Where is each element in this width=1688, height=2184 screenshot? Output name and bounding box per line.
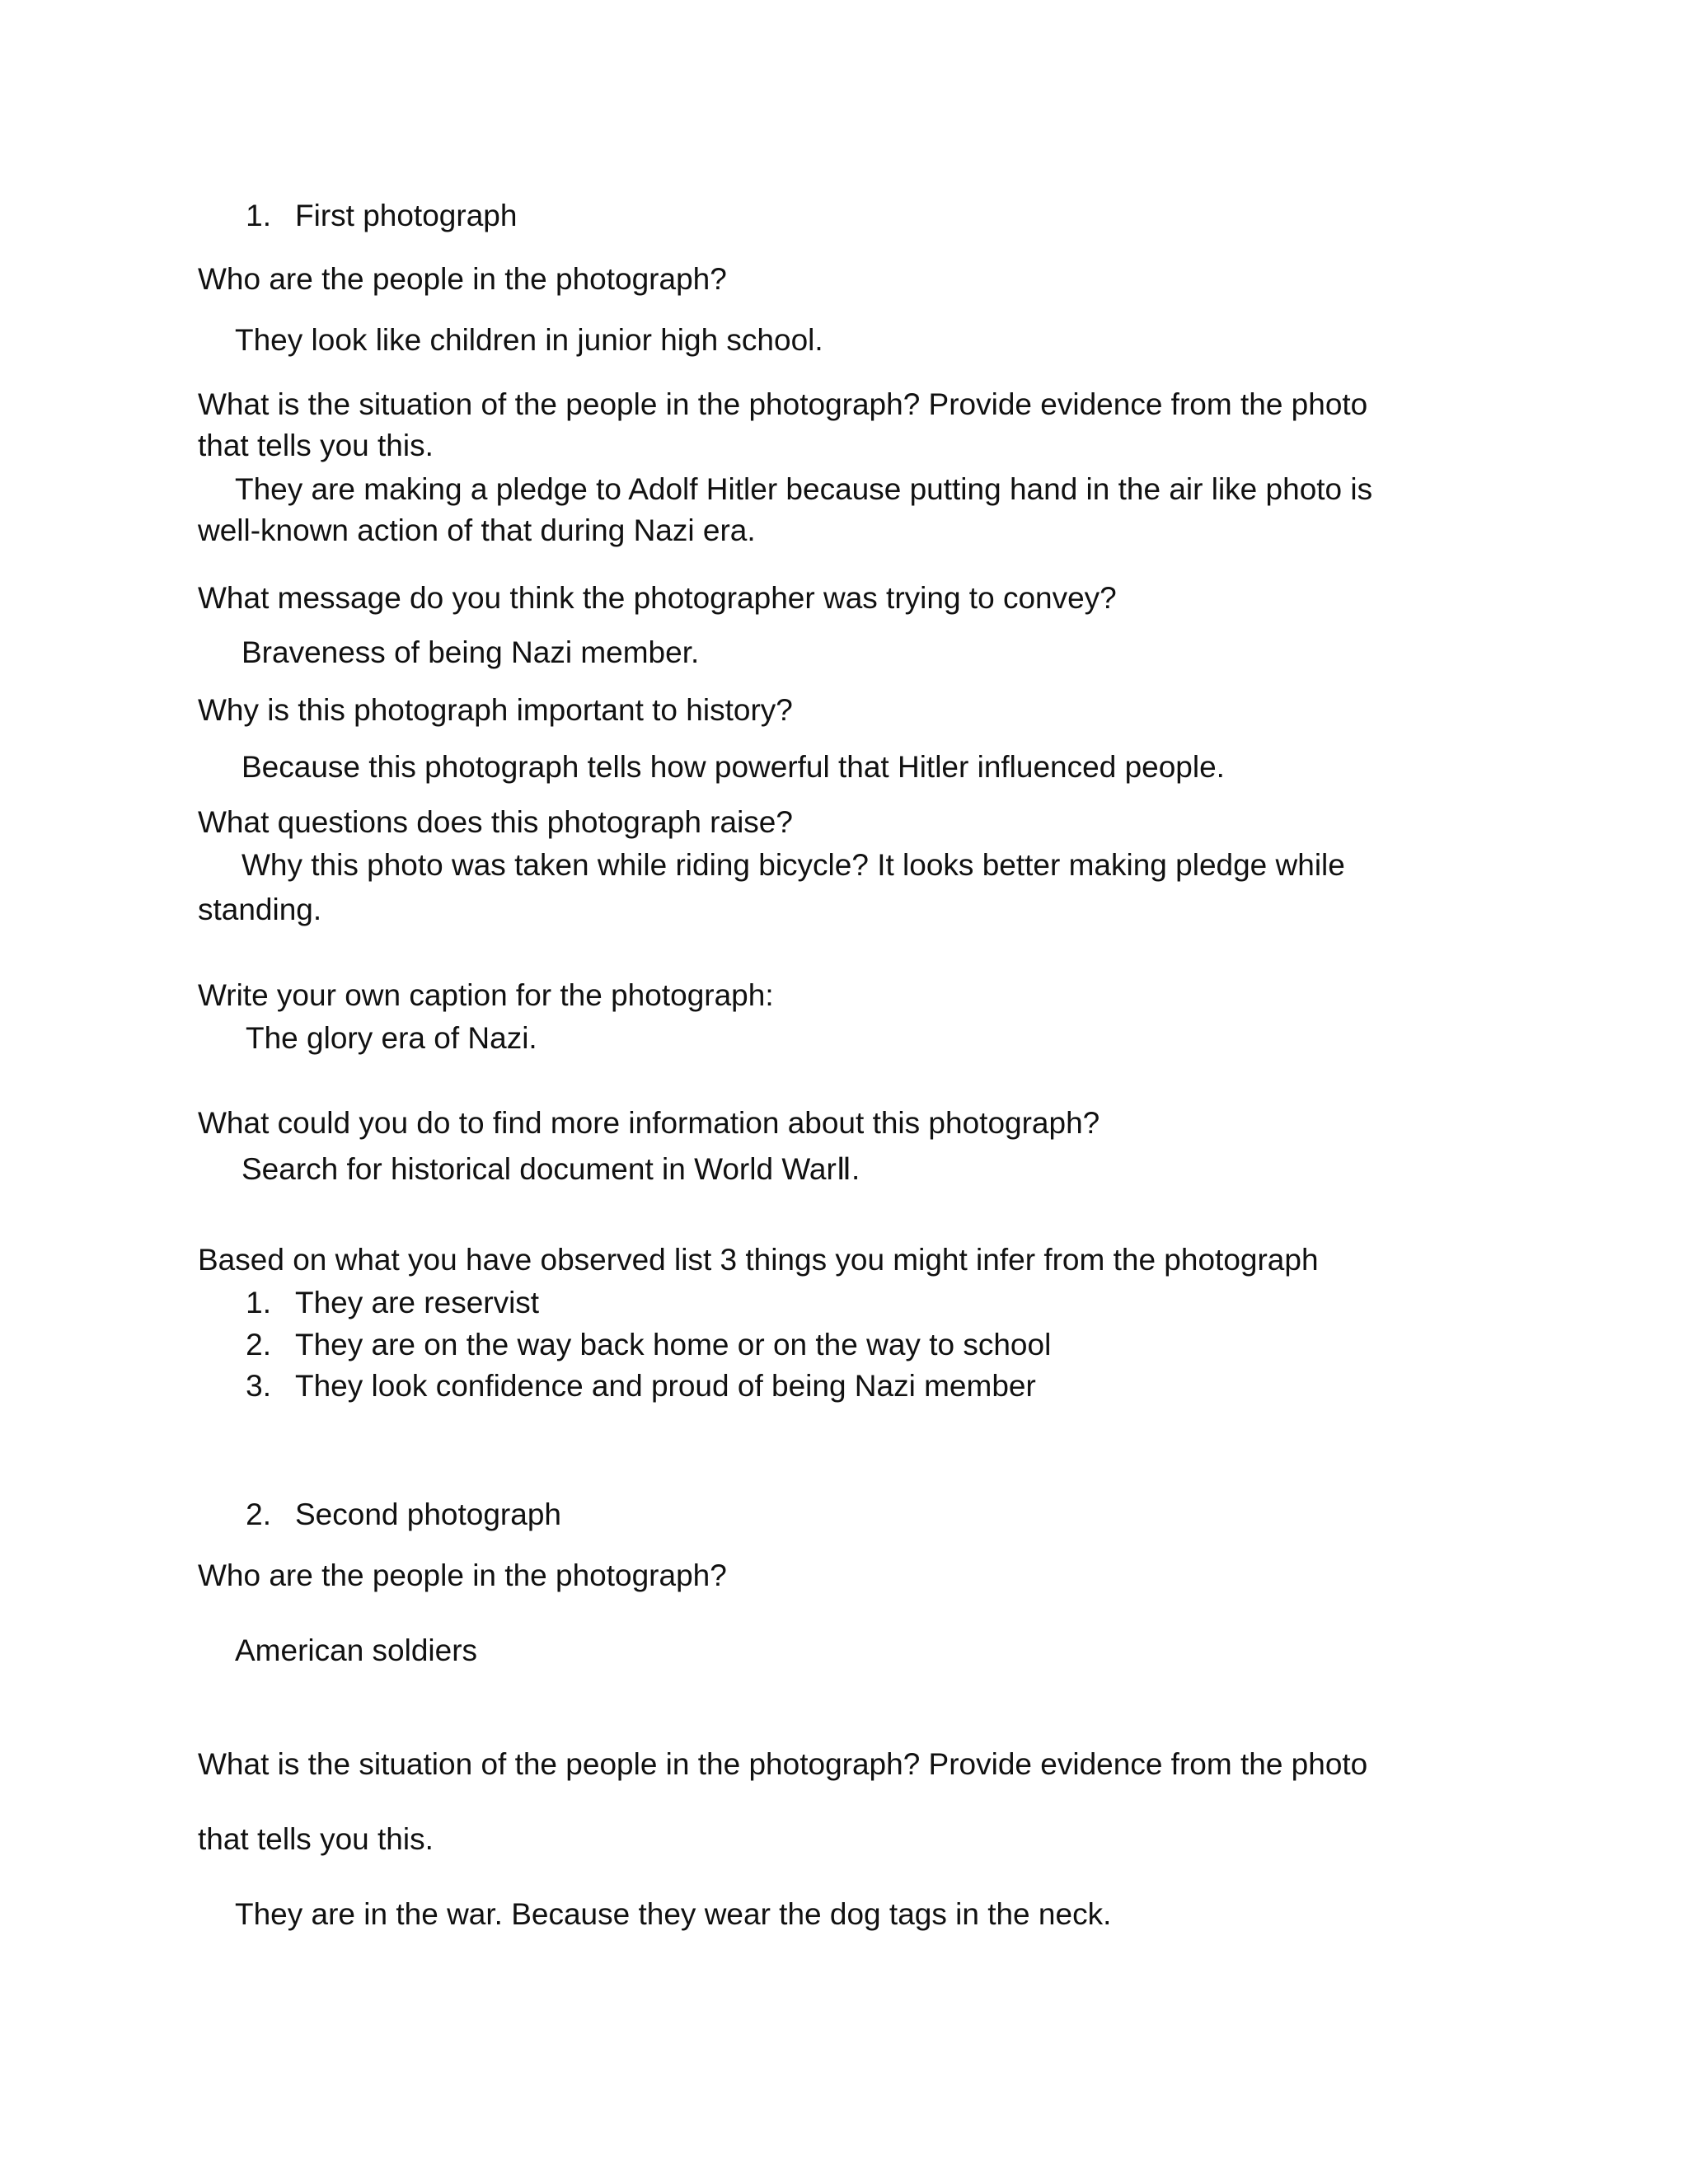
section1-answer-raise-line1: Why this photo was taken while riding bicycle? It looks better making pledge while (241, 848, 1345, 882)
section1-question-important: Why is this photograph important to history? (198, 693, 793, 727)
section1-answer-more-info: Search for historical document in World WarⅡ. (241, 1152, 860, 1186)
section1-answer-message: Braveness of being Nazi member. (241, 635, 700, 669)
section2-question-situation-line2: that tells you this. (198, 1822, 434, 1856)
infer-item-number: 1. (246, 1286, 271, 1319)
section1-answer-raise-line2: standing. (198, 893, 322, 926)
section2-answer-situation: They are in the war. Because they wear the dog tags in the neck. (235, 1897, 1112, 1931)
section2-question-who: Who are the people in the photograph? (198, 1558, 727, 1592)
section1-answer-important: Because this photograph tells how powerful that Hitler influenced people. (241, 750, 1225, 784)
section2-title: Second photograph (295, 1497, 561, 1531)
section1-question-raise: What questions does this photograph raise? (198, 805, 793, 839)
section1-title: First photograph (295, 199, 518, 232)
section2-answer-who: American soldiers (235, 1633, 478, 1667)
section2-question-situation-line1: What is the situation of the people in the photograph? Provide evidence from the photo (198, 1747, 1368, 1781)
section1-question-message: What message do you think the photographer was trying to convey? (198, 581, 1117, 615)
section1-question-who: Who are the people in the photograph? (198, 262, 727, 296)
section1-number: 1. (246, 199, 271, 232)
section1-question-more-info: What could you do to find more information about this photograph? (198, 1106, 1100, 1140)
section1-question-situation-line2: that tells you this. (198, 429, 434, 462)
section1-answer-who: They look like children in junior high school. (235, 323, 823, 357)
section1-answer-caption: The glory era of Nazi. (246, 1021, 537, 1055)
infer-item-number: 2. (246, 1328, 271, 1361)
infer-item-text: They look confidence and proud of being Nazi member (295, 1369, 1036, 1403)
section2-number: 2. (246, 1497, 271, 1531)
section1-answer-situation-line2: well-known action of that during Nazi era. (198, 513, 756, 547)
infer-item-text: They are reservist (295, 1286, 540, 1319)
section1-question-caption: Write your own caption for the photograph: (198, 978, 774, 1012)
section1-question-infer: Based on what you have observed list 3 things you might infer from the photograph (198, 1243, 1319, 1277)
section1-answer-situation-line1: They are making a pledge to Adolf Hitler because putting hand in the air like photo is (235, 472, 1373, 506)
infer-item-number: 3. (246, 1369, 271, 1403)
section1-question-situation-line1: What is the situation of the people in the photograph? Provide evidence from the photo (198, 387, 1368, 421)
infer-item-text: They are on the way back home or on the way to school (295, 1328, 1052, 1361)
